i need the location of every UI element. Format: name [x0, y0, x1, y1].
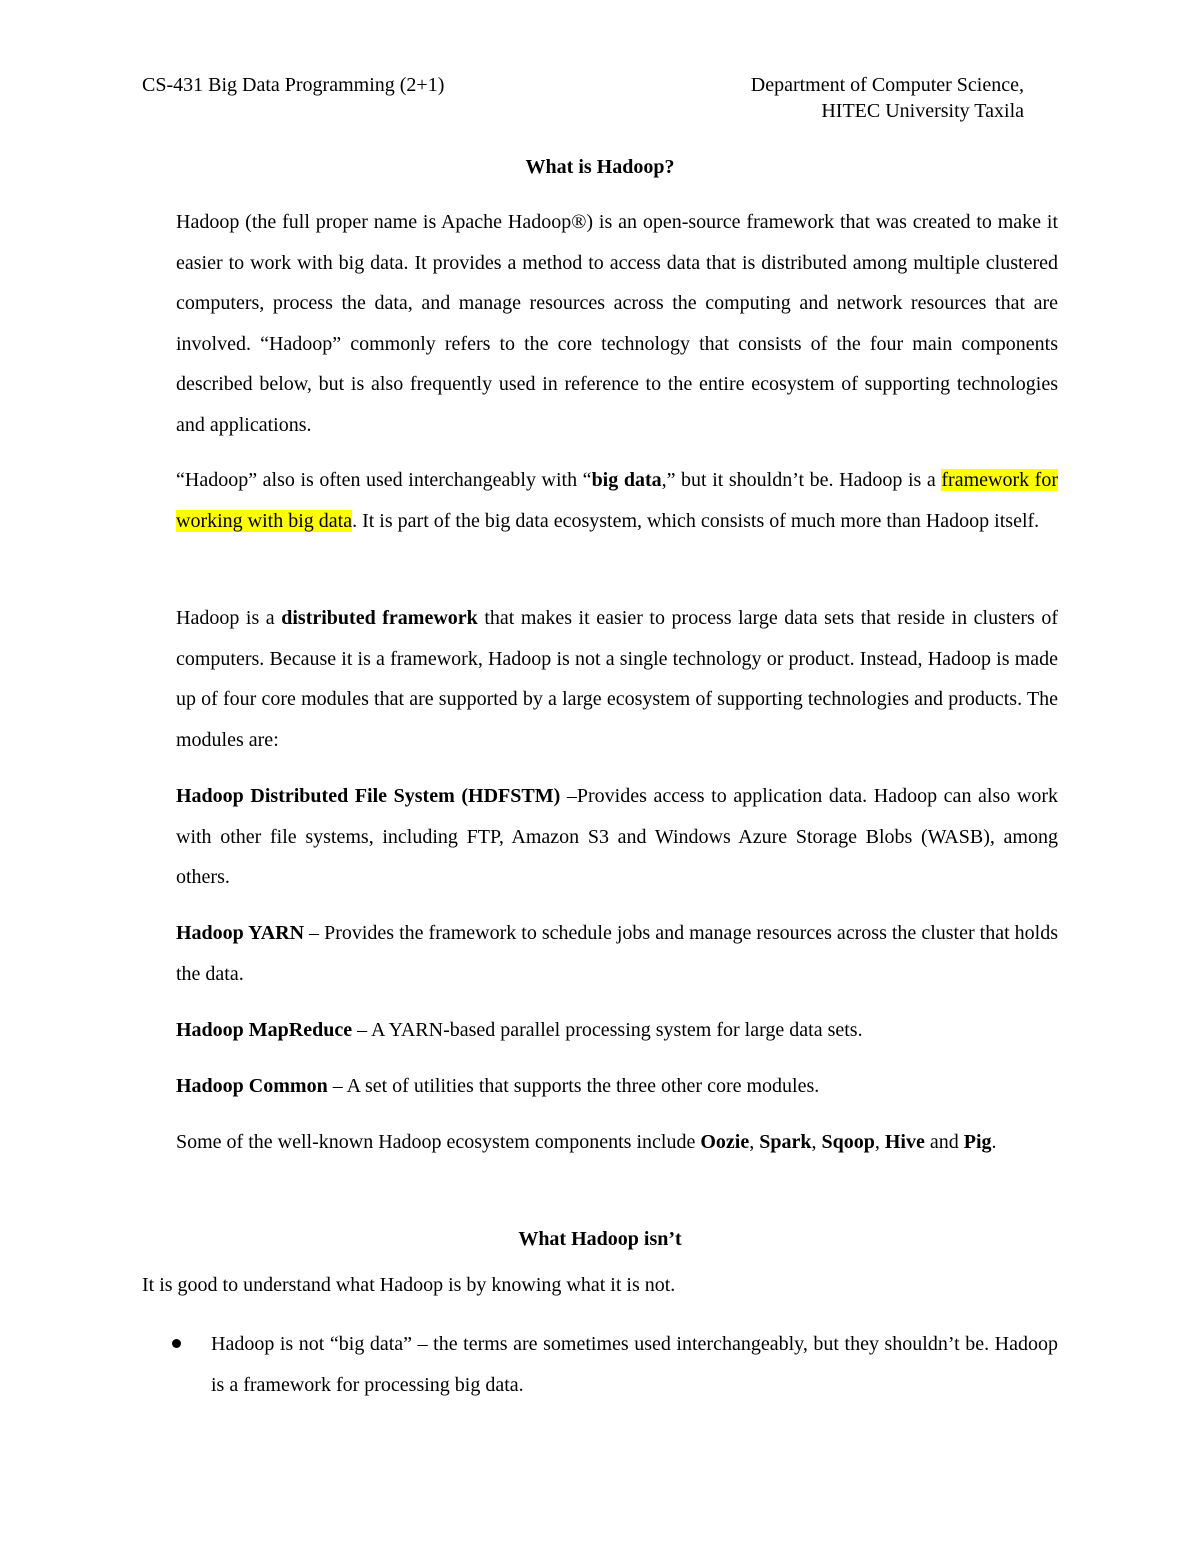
text-run: Some of the well-known Hadoop ecosystem components include: [176, 1131, 701, 1153]
header-institution: [706, 72, 1024, 124]
module-hdfs: [176, 776, 1058, 898]
text-run: that makes it easier to process large data sets that reside in clusters of computers. Because it is a framework, Hadoop is not a single technology or product. Instead, Hadoop is made up of four core modules that are supported by a large ecosystem of supporting technologies and products. The modules are:: [176, 607, 1058, 751]
bold-big-data: big data: [591, 469, 662, 491]
module-name: Hadoop MapReduce: [176, 1019, 353, 1041]
module-desc: – A set of utilities that supports the three other core modules.: [327, 1075, 820, 1097]
text-run: ,: [749, 1131, 760, 1153]
header-course: CS-431 Big Data Programming (2+1): [142, 74, 445, 96]
module-common: [176, 1066, 1058, 1107]
paragraph-big-data: [176, 460, 1058, 541]
module-name: Hadoop Distributed File System (HDFSTM): [176, 785, 561, 807]
text-run: ,: [874, 1131, 885, 1153]
module-mapreduce: [176, 1010, 1058, 1051]
highlighted-phrase: framework for working with big data: [176, 469, 1059, 532]
header-university: HITEC University Taxila: [821, 100, 1024, 122]
bullet-text: Hadoop is not “big data” – the terms are sometimes used interchangeably, but they shouldn’t be. Hadoop is a framework for processing big data.: [211, 1333, 1058, 1396]
text-run: .: [991, 1131, 997, 1153]
paragraph-ecosystem: [176, 1122, 1058, 1163]
component-oozie: Oozie: [700, 1131, 750, 1153]
component-hive: Hive: [884, 1131, 925, 1153]
paragraph-isnt-intro: It is good to understand what Hadoop is by knowing what it is not.: [142, 1274, 676, 1296]
section-title-what-hadoop-isnt: What Hadoop isn’t: [518, 1228, 682, 1250]
bold-distributed-framework: distributed framework: [281, 607, 478, 629]
section-title-what-is-hadoop: What is Hadoop?: [525, 156, 675, 178]
text-run: ,: [811, 1131, 822, 1153]
component-pig: Pig: [963, 1131, 992, 1153]
header-department: Department of Computer Science,: [750, 74, 1024, 96]
module-desc: – A YARN-based parallel processing system for large data sets.: [352, 1019, 863, 1041]
text-run: . It is part of the big data ecosystem, which consists of much more than Hadoop itself.: [352, 509, 1040, 532]
module-yarn: [176, 913, 1058, 994]
text-run: and: [924, 1131, 964, 1153]
module-name: Hadoop YARN: [176, 922, 305, 944]
component-spark: Spark: [759, 1131, 812, 1153]
module-desc: – Provides the framework to schedule jobs and manage resources across the cluster that holds the data.: [176, 922, 1059, 985]
text-run: ,” but it shouldn’t be. Hadoop is a: [661, 469, 942, 491]
component-sqoop: Sqoop: [821, 1131, 875, 1153]
bullet-icon: [172, 1339, 181, 1348]
module-name: Hadoop Common: [176, 1075, 328, 1097]
text-run: “Hadoop” also is often used interchangeably with “: [176, 469, 592, 491]
text-run: Hadoop is a: [176, 607, 282, 629]
module-desc: –Provides access to application data. Hadoop can also work with other file systems, including FTP, Amazon S3 and Windows Azure Storage Blobs (WASB), among others.: [176, 785, 1058, 888]
paragraph-distributed-framework: [176, 598, 1058, 760]
paragraph-intro: Hadoop (the full proper name is Apache Hadoop®) is an open-source framework that was created to make it easier to work with big data. It provides a method to access data that is distributed among multiple clustered computers, process the data, and manage resources across the computing and network resources that are involved. “Hadoop” commonly refers to the core technology that consists of the four main components described below, but is also frequently used in reference to the entire ecosystem of supporting technologies and applications.: [176, 211, 1058, 436]
